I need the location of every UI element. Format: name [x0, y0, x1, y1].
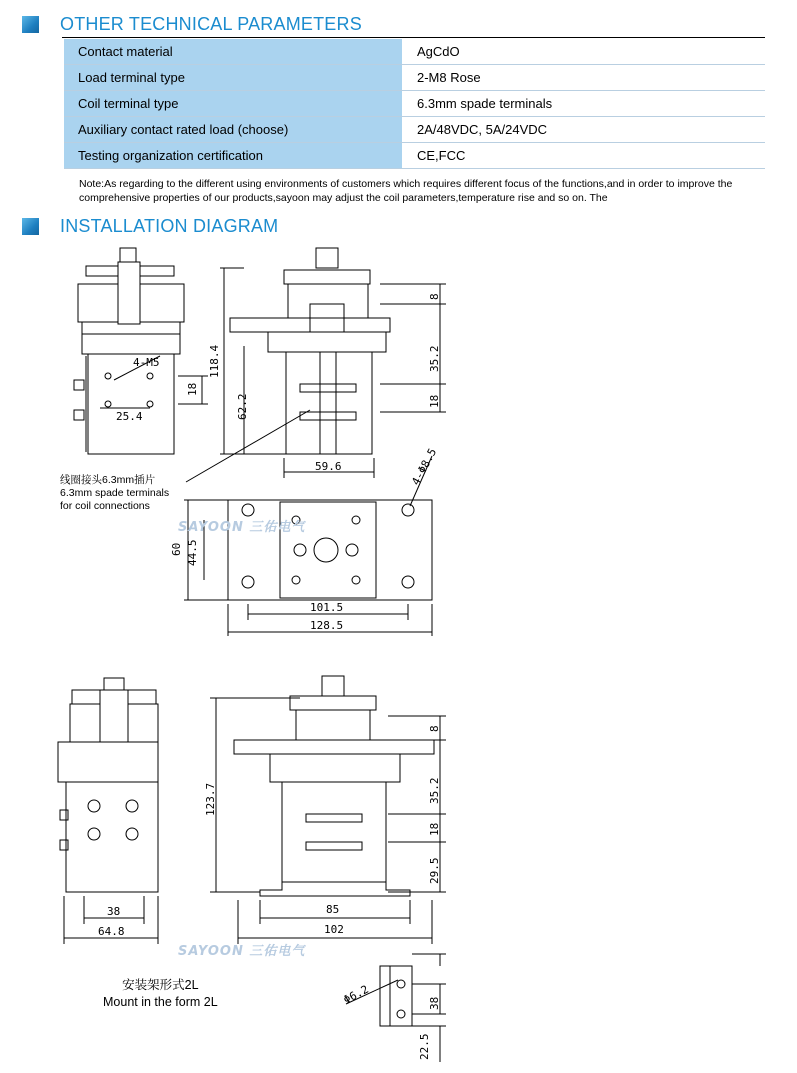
dim-59-6: 59.6: [315, 460, 342, 473]
dim-101-5: 101.5: [310, 601, 344, 614]
parameter-value: 2A/48VDC, 5A/24VDC: [403, 117, 766, 143]
dim-102: 102: [324, 923, 344, 936]
parameter-label: Contact material: [64, 39, 403, 65]
dim-128-5: 128.5: [310, 619, 344, 632]
mount-caption-cn: 安装架形式2L: [122, 978, 199, 992]
parameter-value: CE,FCC: [403, 143, 766, 169]
mount-caption-en: Mount in the form 2L: [103, 995, 218, 1009]
dim-8: 8: [428, 293, 441, 300]
dim-62-2: 62.2: [236, 393, 249, 420]
dim-29-5: 29.5: [428, 857, 441, 884]
parameter-value: 2-M8 Rose: [403, 65, 766, 91]
top-view-1: [184, 456, 432, 636]
dim-123-7: 123.7: [204, 782, 217, 816]
dim-18-b: 18: [428, 822, 441, 836]
coil-callout-en-2: for coil connections: [60, 500, 150, 512]
dim-64-8: 64.8: [98, 925, 125, 938]
parameter-label: Testing organization certification: [64, 143, 403, 169]
parameter-label: Coil terminal type: [64, 91, 403, 117]
dim-60: 60: [170, 542, 183, 556]
dim-35-2-b: 35.2: [428, 777, 441, 804]
coil-callout-en-1: 6.3mm spade terminals: [60, 487, 170, 499]
dim-4-phi-8-5: 4-Φ8.5: [409, 446, 440, 488]
dim-38-bracket: 38: [428, 996, 441, 1010]
dim-phi-6-2: Φ6.2: [341, 982, 371, 1007]
dim-4-m5: 4-M5: [133, 356, 160, 369]
dim-25-4: 25.4: [116, 410, 143, 423]
dim-22-5: 22.5: [418, 1033, 431, 1060]
side-view-1: [74, 248, 208, 454]
coil-callout: [60, 474, 169, 513]
parameter-label: Auxiliary contact rated load (choose): [64, 117, 403, 143]
watermark-2: SAYOON 三佑电气: [178, 944, 306, 959]
dim-44-5: 44.5: [186, 539, 199, 566]
watermark-1: SAYOON 三佑电气: [178, 520, 306, 535]
note-text: Note:As regarding to the different using environments of customers which requires different focus of the functions,and in order to improve the comprehensive properties of our products,sayoon may adjust the coil parameters,temperature rise and so on. The: [79, 178, 733, 204]
coil-callout-cn: 线圈接头6.3mm插片: [60, 474, 156, 486]
parameter-value: AgCdO: [403, 39, 766, 65]
installation-title: INSTALLATION DIAGRAM: [60, 215, 279, 236]
parameter-label: Load terminal type: [64, 65, 403, 91]
dim-35-2: 35.2: [428, 345, 441, 372]
front-view-1: [186, 248, 446, 482]
mount-caption: [103, 977, 218, 1011]
dim-8-b: 8: [428, 725, 441, 732]
dim-18-front: 18: [428, 394, 441, 408]
dim-38: 38: [107, 905, 121, 918]
parameters-title: OTHER TECHNICAL PARAMETERS: [60, 13, 362, 34]
dim-18-side: 18: [186, 382, 199, 396]
dim-85: 85: [326, 903, 340, 916]
dim-118-4: 118.4: [208, 344, 221, 378]
parameter-value: 6.3mm spade terminals: [403, 91, 766, 117]
